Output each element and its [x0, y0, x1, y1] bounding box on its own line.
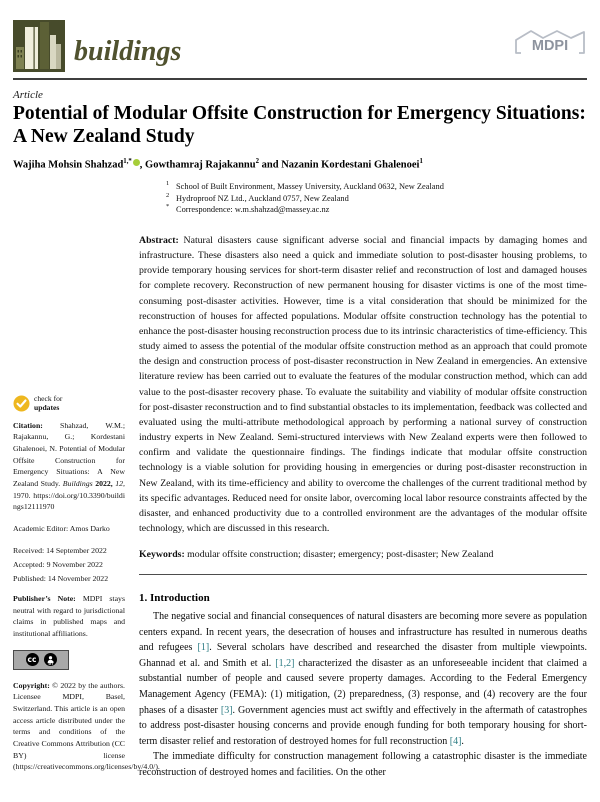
affiliation-item: 2 Hydroproof NZ Ltd., Auckland 0757, New Zealand — [166, 191, 349, 203]
citation-ref[interactable]: [1,2] — [275, 657, 295, 669]
article-type-label: Article — [13, 89, 43, 101]
author-name-3: Nazanin Kordestani Ghalenoei — [281, 159, 420, 171]
cc-by-license-badge[interactable] — [13, 650, 69, 670]
correspondence-email[interactable]: Correspondence: w.m.shahzad@massey.ac.nz — [176, 205, 330, 215]
accepted-date: Accepted: 9 November 2022 — [13, 559, 103, 569]
citation-year: 2022, — [95, 479, 113, 488]
citation-block: Citation: Shahzad, W.M.; Rajakannu, G.; Kordestani Ghalenoei, N. Potential of Modular Offsite Construction for Emergency Situations: A New Zealand Study. Buildings 2022, 12, 1970. https://doi.org/10.3390/buildings12111970 — [13, 420, 125, 512]
abstract-paragraph: Abstract: Natural disasters cause significant adverse social and financial impacts by damaging homes and infrastructure. These disasters also need a quick and immediate solution to post-disaster housing problems, to provide temporary housing services for short-term disaster relief and reconstruction of lost and damaged houses for complete recovery. Reconstruction of new permanent housing for disaster victims is one of the most time-consuming post-disaster activities. However, time is a vital consideration that should be minimized for the reconstruction of houses for affected populations. Modular offsite construction technology has the potential to enhance the post-disaster housing reconstruction process due to its intrinsic characteristics of time-efficiency. This study aimed to assess the potential of the modular offsite construction method as an approach that could promote the design and construction process of post-disaster reconstruction in New Zealand in emergencies. An extensive literature review has been carried out to evaluate the features of the modular construction method, which can add value to the post-disaster recovery phase. To evaluate the suitability and viability of modular offsite construction for post-disaster reconstruction and to find substantial obstacles to its implementation, feedback was collected and evaluated using the multi-attribute methodological approach by performing a national survey of construction industry experts in New Zealand. Semi-structured interviews with New Zealand experts were then followed to confirm and validate the questionnaire findings. The findings indicate that modular offsite construction technology is a viable solution for providing housing in emergencies or during post-disaster reconstruction in New Zealand, with its time-efficiency and ability to overcome the challenges of the current traditional method by its specific advantages. Reduced need for onsite labor, overcoming local labor resource constraints affected by the disaster, and enhanced productivity due to a controlled environment are the advantages of the modular offsite technology, which are discussed in this research. — [139, 234, 587, 535]
author-separator: , — [139, 159, 146, 171]
paper-title: Potential of Modular Offsite Construction for Emergency Situations: A New Zealand Study — [13, 103, 586, 147]
published-date: Published: 14 November 2022 — [13, 574, 109, 584]
affiliation-item: * Correspondence: w.m.shahzad@massey.ac.nz — [166, 203, 330, 215]
journal-name: buildings — [74, 36, 182, 67]
main-column — [139, 177, 587, 783]
introduction-paragraph-2: The immediate difficulty for construction management following a catastrophic disaster is the immediate reconstruction of destroyed homes and facilities. On the other — [139, 751, 587, 778]
keywords-label: Keywords: — [139, 549, 185, 561]
author-affil-sup-3: 1 — [419, 157, 423, 165]
by-label: BY — [48, 661, 54, 667]
author-affil-sup-1: 1,* — [123, 157, 132, 165]
check-for-label: check for — [34, 394, 63, 404]
received-date: Received: 14 September 2022 — [13, 545, 107, 555]
author-separator-and: and — [259, 159, 282, 171]
introduction-heading: 1. Introduction — [139, 592, 210, 605]
dates-block — [13, 545, 125, 585]
check-for-updates-badge[interactable] — [13, 395, 125, 412]
cc-icon: cc — [26, 653, 39, 666]
academic-editor-block: Academic Editor: Amos Darko — [13, 524, 110, 534]
check-updates-icon — [13, 395, 30, 412]
introduction-paragraph-1: The negative social and financial consequences of natural disasters are becoming more severe as population centers expand. In recent years, the desecration of houses and infrastructure has resulted in numerous deaths and refugees [1]. Several scholars have described and researched the disaster from multiple viewpoints. Ghannad et al. and Smith et al. [1,2] characterized the disaster as an unforeseeable incident that claimed a substantial number of people and caused severe property damages. According to the Federal Emergency Management Agency (FEMA): (1) mitigation, (2) preparedness, (3) response, and (4) recovery are the four phases of a disaster [3]. Government agencies must act swiftly and effectively in the aftermath of catastrophes to address post-disaster housing concerns and provide enough funding for both temporary housing for short-term disaster relief and restoration of destroyed homes for full reconstruction [4]. — [139, 611, 588, 747]
author-affil-sup-2: 2 — [255, 157, 260, 165]
citation-pages: 1970. — [13, 490, 31, 500]
citation-volume: 12, — [115, 479, 125, 488]
author-name-1: Wajiha Mohsin Shahzad — [13, 159, 124, 171]
citation-journal: Buildings — [62, 479, 93, 488]
citation-ref[interactable]: [3] — [220, 704, 233, 716]
journal-header — [13, 20, 587, 80]
affiliations-block — [139, 181, 587, 216]
publishers-note-block: Publisher’s Note: MDPI stays neutral with regard to jurisdictional claims in published maps and institutional affiliations. — [13, 593, 125, 638]
section-divider — [139, 574, 587, 575]
keywords-line: Keywords: modular offsite construction; disaster; emergency; post-disaster; New Zealand — [139, 549, 494, 561]
buildings-journal-logo-icon — [13, 20, 65, 72]
author-name-2: Gowthamraj Rajakannu — [145, 159, 256, 171]
mdpi-logo-icon — [513, 27, 587, 72]
copyright-block: Copyright: © 2022 by the authors. Licensee MDPI, Basel, Switzerland. This article is an open access article distributed under the terms and conditions of the Creative Commons Attribution (CC BY) license (https://creativecommons.org/licenses/by/4.0/). — [13, 680, 160, 772]
citation-label: Citation: — [13, 420, 43, 430]
doi-link[interactable]: https://doi.org/10.3390/buildings12111970 — [13, 490, 125, 512]
orcid-icon[interactable] — [133, 159, 140, 166]
updates-label: updates — [34, 402, 60, 412]
affiliation-item: 1 School of Built Environment, Massey University, Auckland 0632, New Zealand — [166, 180, 444, 192]
authors-line — [13, 158, 587, 171]
svg-text:MDPI: MDPI — [531, 38, 569, 54]
citation-ref[interactable]: [4] — [449, 735, 462, 747]
abstract-label: Abstract: — [139, 234, 179, 246]
citation-ref[interactable]: [1] — [197, 642, 210, 654]
